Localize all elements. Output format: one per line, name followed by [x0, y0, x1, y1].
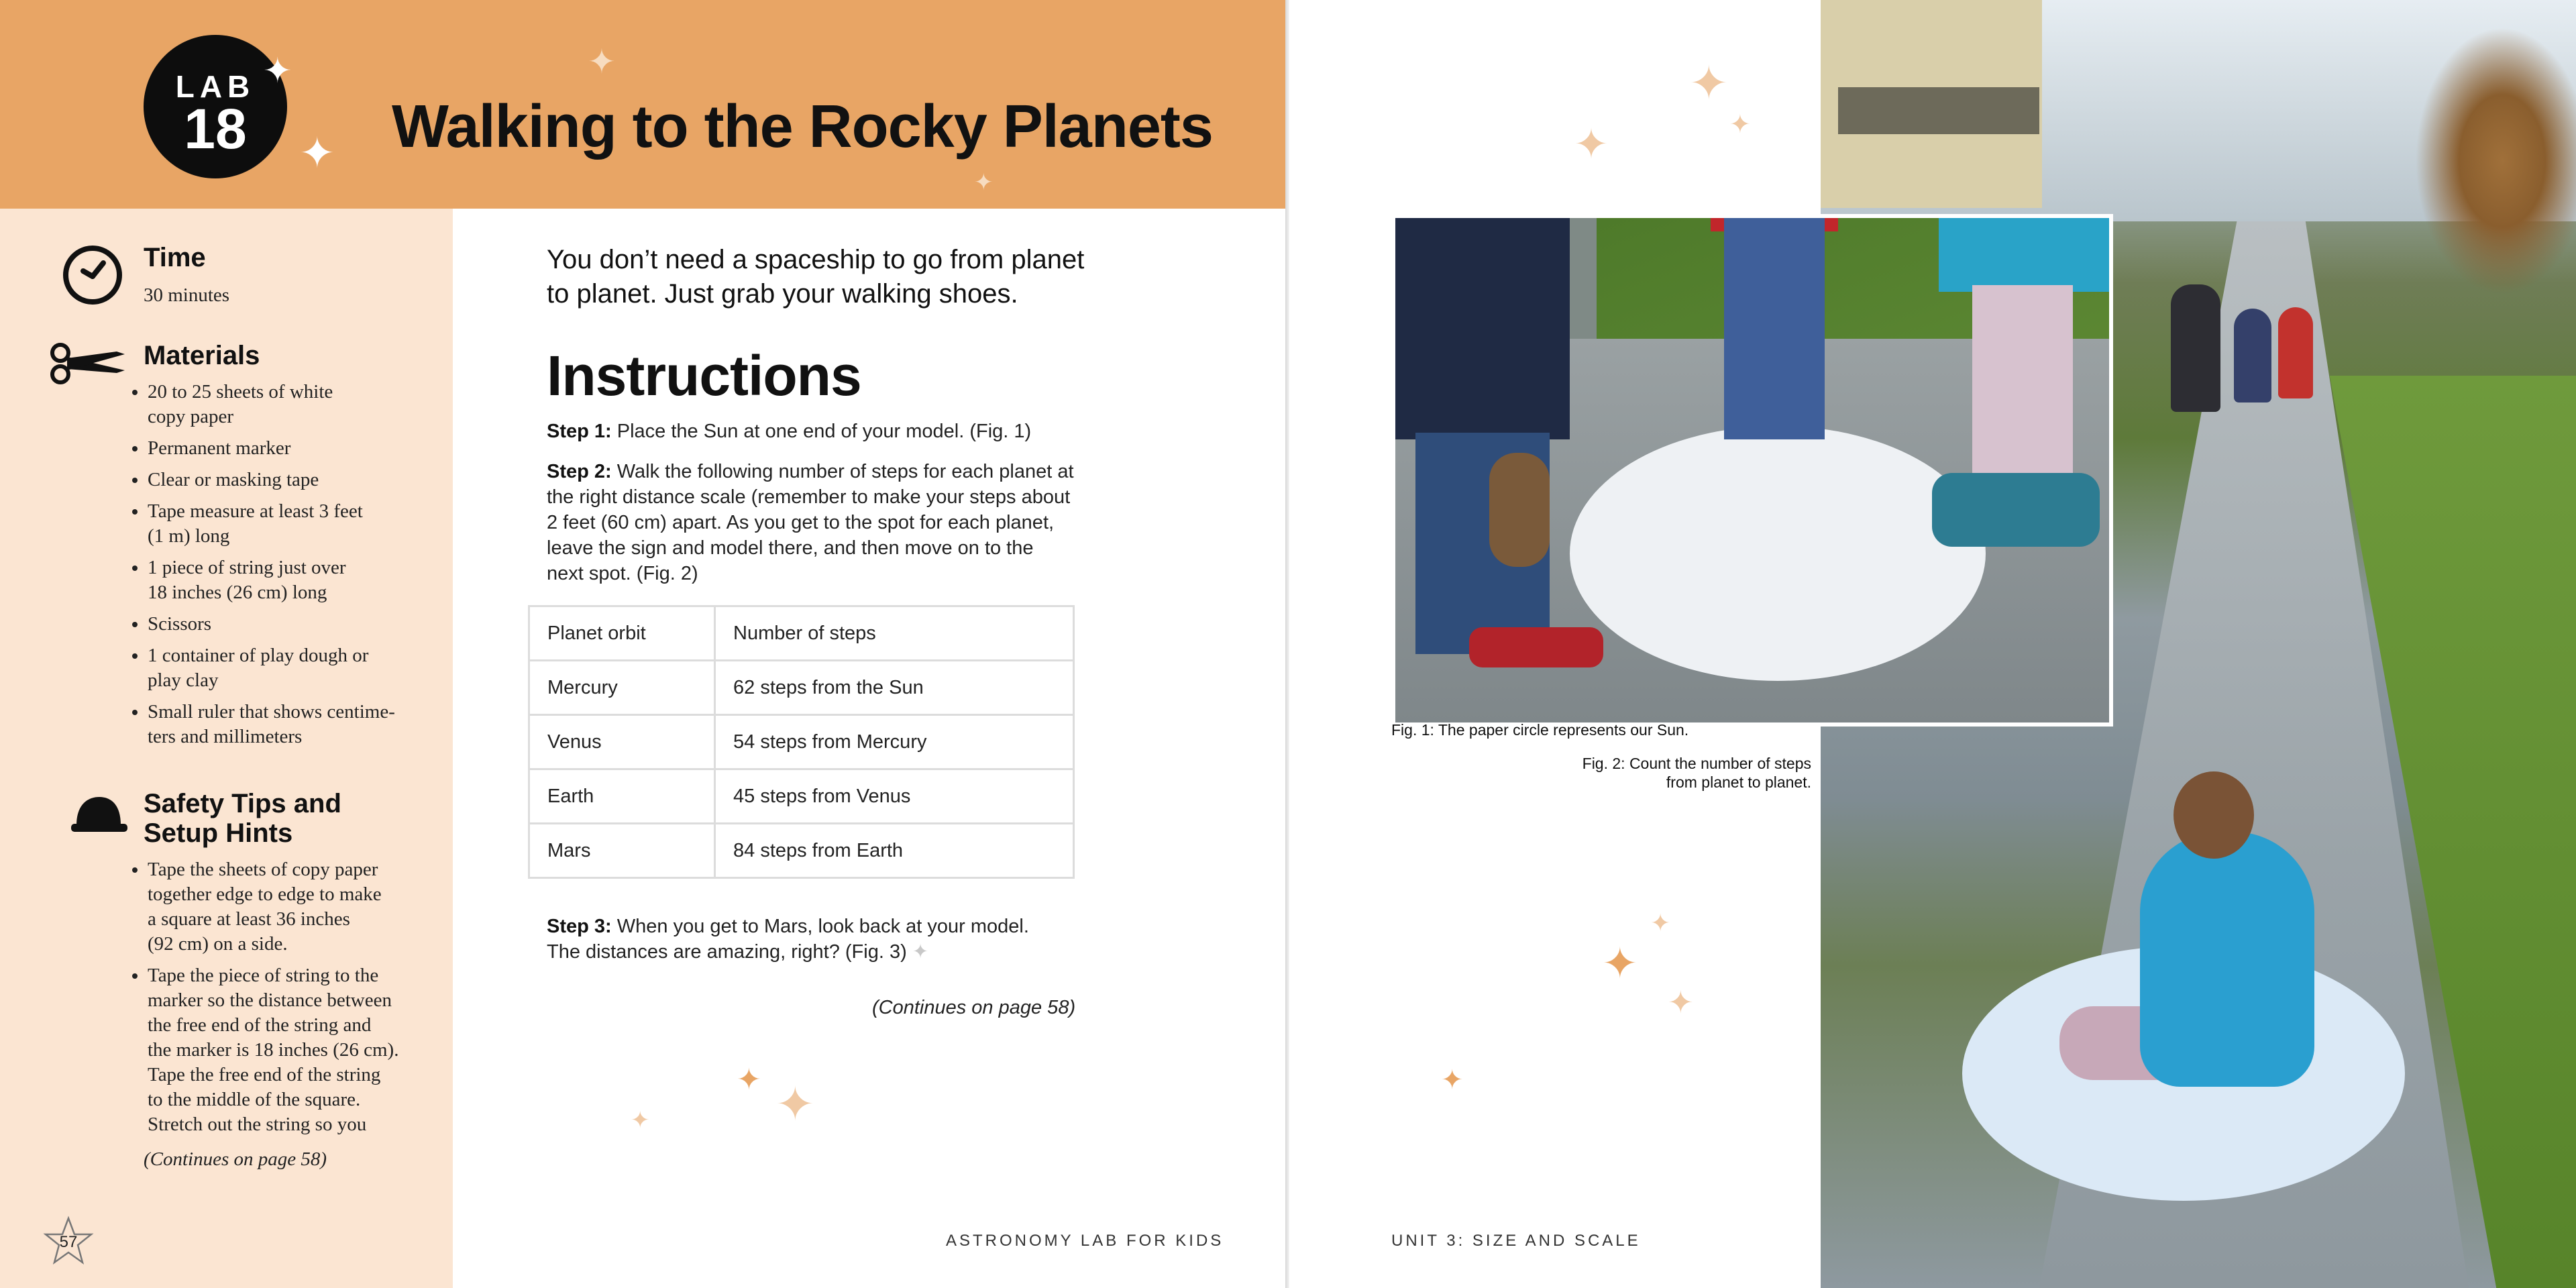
clock-icon [60, 243, 125, 307]
figure-2-caption: Fig. 2: Count the number of steps from planet to planet. [1582, 755, 1811, 791]
intro-text: You don’t need a spaceship to go from planet to planet. Just grab your walking shoes. [547, 245, 1085, 309]
table-row [529, 715, 1074, 769]
lab-number: 18 [184, 97, 247, 160]
safety-heading: Safety Tips and Setup Hints [144, 789, 341, 848]
photo-person-child [2278, 307, 2313, 398]
photo-legs [1724, 218, 1825, 439]
sparkle-icon: ✦ [974, 170, 994, 195]
table-header: Number of steps [715, 606, 1074, 661]
list-item: • Tape the piece of string to the marker so the distance between the free end of the string and the marker is 18 inches (26 cm). Tape the free end of the string to the middle of the square. Stretch out the string so you [148, 963, 463, 1137]
photo-kid-head [2174, 771, 2254, 859]
sparkle-icon: ✦ [737, 1063, 761, 1096]
table-cell: Mars [529, 824, 715, 878]
main-continues: (Continues on page 58) [872, 997, 1076, 1018]
photo-paper-circle [1570, 426, 1986, 681]
table-cell: 84 steps from Earth [715, 824, 1074, 878]
list-item: • Tape measure at least 3 feet (1 m) long [148, 499, 463, 549]
list-item: • 20 to 25 sheets of white copy paper [148, 380, 463, 429]
time-value: 30 minutes [144, 284, 230, 306]
table-cell: Mercury [529, 661, 715, 715]
table-cell: 54 steps from Mercury [715, 715, 1074, 769]
photo-jacket [1395, 218, 1570, 439]
sparkle-icon: ✦ [912, 941, 929, 963]
sparkle-icon: ✦ [588, 43, 616, 80]
table-cell: 45 steps from Venus [715, 769, 1074, 824]
photo-boots [1932, 473, 2100, 547]
photo-glove [1489, 453, 1550, 567]
running-title-left: ASTRONOMY LAB FOR KIDS [946, 1232, 1224, 1250]
sparkle-icon: ✦ [1668, 985, 1694, 1020]
planet-steps-table [528, 605, 1075, 879]
sparkle-icon: ✦ [1574, 121, 1609, 168]
hard-hat-icon [70, 794, 127, 837]
materials-list [125, 380, 463, 756]
lab-label: LAB [175, 69, 256, 104]
step-2: Step 2: Walk the following number of steps for each planet at the right distance scale (remember to make your steps about 2 feet (60 cm) apart. As you get to the spot for each planet, leave the sign and model there, and then move on to the next spot. (Fig. 2) [547, 461, 1074, 584]
scissors-icon [50, 339, 127, 386]
photo-jacket [1939, 218, 2109, 292]
list-item: • Permanent marker [148, 436, 463, 461]
safety-list [125, 857, 463, 1144]
sparkle-icon: ✦ [263, 52, 292, 91]
step-3: Step 3: When you get to Mars, look back at your model. The distances are amazing, right? (Fig. 3) ✦ [547, 916, 1029, 963]
materials-heading: Materials [144, 341, 260, 370]
list-item: • 1 piece of string just over 18 inches (26 cm) long [148, 555, 463, 605]
photo-person-child [2234, 309, 2271, 402]
sparkle-icon: ✦ [1441, 1065, 1464, 1095]
table-cell: 62 steps from the Sun [715, 661, 1074, 715]
sparkle-icon: ✦ [631, 1108, 650, 1133]
table-cell: Venus [529, 715, 715, 769]
table-header: Planet orbit [529, 606, 715, 661]
list-item: • Clear or masking tape [148, 468, 463, 492]
list-item: • Scissors [148, 612, 463, 637]
figure-1-caption: Fig. 1: The paper circle represents our Sun. [1391, 721, 1689, 739]
sidebar-continues: (Continues on page 58) [144, 1148, 327, 1170]
sparkle-icon: ✦ [775, 1078, 815, 1130]
photo-kid-jacket [2140, 832, 2314, 1087]
list-item: • 1 container of play dough or play clay [148, 643, 463, 693]
page-number: 57 [59, 1233, 78, 1251]
page-spine [1285, 0, 1289, 1288]
table-cell: Earth [529, 769, 715, 824]
time-heading: Time [144, 243, 206, 272]
sparkle-icon: ✦ [1602, 939, 1638, 987]
table-row [529, 769, 1074, 824]
photo-tree [2415, 27, 2576, 295]
figure-1-photo [1391, 214, 2113, 727]
running-title-right: UNIT 3: SIZE AND SCALE [1391, 1232, 1641, 1250]
photo-person-adult [2171, 284, 2220, 412]
photo-shoe [1469, 627, 1603, 667]
sparkle-icon: ✦ [1650, 909, 1671, 936]
step-1: Step 1: Place the Sun at one end of your model. (Fig. 1) [547, 421, 1032, 442]
list-item: • Small ruler that shows centime- ters and millimeters [148, 700, 463, 749]
page-title: Walking to the Rocky Planets [392, 93, 1213, 160]
table-row [529, 824, 1074, 878]
sparkle-icon: ✦ [1729, 111, 1751, 139]
table-header-row [529, 606, 1074, 661]
table-row [529, 661, 1074, 715]
instructions-heading: Instructions [547, 344, 861, 407]
sparkle-icon: ✦ [299, 129, 335, 177]
sparkle-icon: ✦ [1689, 57, 1729, 109]
list-item: • Tape the sheets of copy paper together edge to edge to make a square at least 36 inches (92 cm) on a side. [148, 857, 463, 957]
photo-roof [1838, 87, 2039, 134]
